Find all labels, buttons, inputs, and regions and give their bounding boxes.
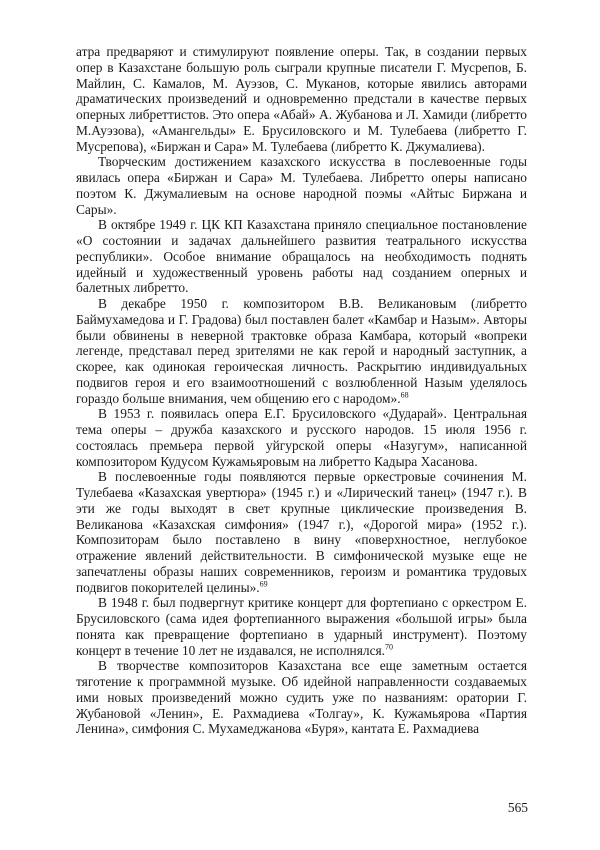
paragraph-8: В творчестве композиторов Казахстана все еще заметным остается тяготение к программной музыке. Об идейной направленности создаваемых ими новых произведений можно судить уже по названиям: оратории Г. Жубановой «Ленин», Е. Рахмадиева «Толгау», К. Кужамьярова «Партия Ленина», симфония С. Мухамеджанова «Буря», кантата Е. Рахмадиева: [76, 658, 527, 737]
paragraph-5: В 1953 г. появилась опера Е.Г. Брусиловского «Дударай». Центральная тема оперы – дружба казахского и русского народов. 15 июля 1956 г. состоялась премьера первой уйгурской оперы «Назугум», написанной композитором Кудусом Кужамьяровым на либретто Кадыра Хасанова.: [76, 406, 527, 469]
footnote-ref-69: 69: [259, 579, 268, 589]
footnote-ref-68: 68: [400, 390, 409, 400]
footnote-ref-70: 70: [385, 642, 394, 652]
paragraph-4: В декабре 1950 г. композитором В.В. Великановым (либретто Баймухамедова и Г. Градова) был поставлен балет «Камбар и Назым». Авторы были обвинены в неверной трактовке образа Камбара, который «вопреки легенде, представал перед зрителями не как герой и народный заступник, а скорее, как одинокая героическая личность. Раскрытию индивидуальных подвигов героя и его взаимоотношений с возлюбленной Назым уделялось гораздо больше внимания, чем общению его с народом».$^{68}$: [76, 296, 527, 406]
paragraph-1: атра предваряют и стимулируют появление оперы. Так, в создании первых опер в Казахстане большую роль сыграли крупные писатели Г. Мусрепов, Б. Майлин, С. Камалов, М. Ауэзов, С. Муканов, которые явились авторами драматических произведений и одновременно предстали в качестве первых оперных либреттистов. Это опера «Абай» А. Жубанова и Л. Хамиди (либретто М.Ауэзова), «Амангельды» Е. Брусиловского и М. Тулебаева (либретто Г. Мусрепова), «Биржан и Сара» М. Тулебаева (либретто К. Джумалиева).: [76, 44, 527, 154]
paragraph-7: В 1948 г. был подвергнут критике концерт для фортепиано с оркестром Е. Брусиловского (сама идея фортепианного выражения «большой игры» была понята как превращение фортепиано в ударный инструмент). Поэтому концерт в течение 10 лет не издавался, не исполнялся.$^{70}$: [76, 595, 527, 658]
paragraph-2: Творческим достижением казахского искусства в послевоенные годы явилась опера «Биржан и Сара» М. Тулебаева. Либретто оперы написано поэтом К. Джумалиевым на основе народной поэмы «Айтыс Биржана и Сары».: [76, 154, 527, 217]
paragraph-6: В послевоенные годы появляются первые оркестровые сочинения М. Тулебаева «Казахская увертюра» (1945 г.) и «Лирический танец» (1947 г.). В эти же годы выходят в свет крупные циклические произведения В. Великанова «Казахская симфония» (1947 г.), «Дорогой мира» (1952 г.). Композиторам было поставлено в вину «поверхностное, неглубокое отражение явлений действительности. В симфонической музыке еще не запечатлены образы наших современников, героизм и романтика трудовых подвигов покорителей целины».$^{69}$: [76, 469, 527, 595]
page-text: [76, 44, 527, 737]
page-number: 565: [507, 800, 528, 815]
paragraph-3: В октябре 1949 г. ЦК КП Казахстана приняло специальное постановление «О состоянии и задачах дальнейшего развития театрального искусства республики». Особое внимание обращалось на необходимость поднять идейный и художественный уровень работы над созданием оперных и балетных либретто.: [76, 217, 527, 296]
